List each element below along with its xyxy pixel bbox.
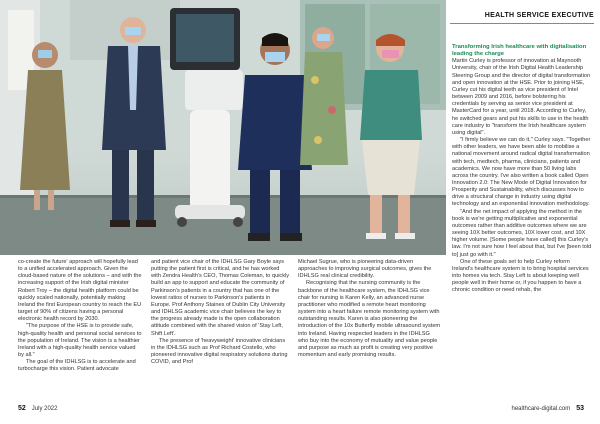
paragraph: co-create the future' approach will hopefully lead to a unified accelerated approach. Given the cloud-based nature of the solutions – and with the increasing support of the Irish digital minister Robert Troy – the digital health platform could be quickly scaled nationally, potentially making Ireland the first European country to reach the EU target of 90% of citizens having a personal electronic health record by 2030. xyxy=(18,259,142,323)
paragraph: The presence of 'heavyweight' innovative clinicians in the IDHLSG such as Prof Richard Costello, who pioneered innovative digital respiratory solutions during COVID, and Prof xyxy=(151,337,288,366)
group-photo-illustration xyxy=(0,0,446,255)
paragraph: Recognising that the nursing community is the backbone of the healthcare system, the IDHLSG vice chair for nursing is Karen Kelly, an advanced nurse practitioner who modified a remote heart monitoring system into a heart failure remote monitoring system with outstanding results. Karen is also pioneering the introduction of the 10x Butterfly mobile ultrasound system into Ireland. Having respected leaders in the IDHLSG who buy into the economy of mutuality and value people and purpose as much as profit is creating very positive momentum and early promising results. xyxy=(298,280,441,359)
page-number: 52 xyxy=(18,405,26,412)
group-photo xyxy=(0,0,446,255)
paragraph: "I firmly believe we can do it," Curley says. "Together with other leaders, we have been able to mobilise a national movement around radical digital transformation with tech, medtech, pharma, clinicians, patients and academics. We now have more than 50 living labs across the country. I've also written a book called Open Innovation 2.0: The New Mode of Digital Innovation for Prosperity and Sustainability, which discusses how to drive a structural change in industry using digital technology and an exponential innovation methodology. xyxy=(452,137,591,208)
article-column-3 xyxy=(298,259,441,359)
paragraph: Michael Sugrue, who is pioneering data-driven approaches to improving surgical outcomes, gives the IDHLSG real clinical credibility. xyxy=(298,259,432,280)
paragraph: Martin Curley is professor of innovation at Maynooth University, chair of the Irish Digital Health Leadership Steering Group and the director of digital transformation and open innovation at the HSE. Prior to joining HSE, Curley cut his digital teeth as vice president of Intel between 2009 and 2016, before bolstering his credentials by serving as senior vice president at MasterCard for a year, until 2018. According to Curley, he switched gears and put his skills to use in the health care industry to "transform the Irish healthcare system using digital". xyxy=(452,58,591,136)
section-title: HEALTH SERVICE EXECUTIVE xyxy=(484,12,594,19)
footer-right xyxy=(512,405,585,412)
issue-date: July 2022 xyxy=(31,406,58,412)
paragraph: "The purpose of the HSE is to provide safe, high-quality health and personal social services to the population of Ireland. The vision is a healthier Ireland with a high-quality health service valued by all." xyxy=(18,323,142,359)
site-url: healthcare-digital.com xyxy=(511,406,571,412)
header-divider xyxy=(450,23,594,24)
footer-left xyxy=(18,405,57,412)
paragraph: and patient vice chair of the IDHLSG Gary Boyle says putting the patient first is critical, and he has worked with Zendra Health's CEO, Thomas Coleman, to quickly build an app to support and educate the community of Parkinson's patients in a country that has one of the lowest ratios of nurses to Parkinson's patients in Europe. Prof Anthony Staines of Dublin City University and IDHLSG academic vice chair believes the key to the progress already made is the open collaboration attitude combined with the shared vision of 'Stay Left, Shift Left'. xyxy=(151,259,290,337)
article-column-1 xyxy=(18,259,142,374)
article-column-4 xyxy=(452,44,592,294)
subheading: Transforming Irish healthcare with digitalisation leading the charge xyxy=(452,44,587,58)
paragraph: The goal of the IDHLSG is to accelerate and turbocharge this vision. Patient advocate xyxy=(18,359,136,373)
paragraph: "And the net impact of applying the method in the book is we're getting multiplicative and exponential outcomes rather than additive outcomes where we are seeing 10X better outcomes, 10X lower cost, and 10X higher volume. [Some people have called] this Curley's law. I'm not sure how I feel about that, but I've [been told to] just go with it." xyxy=(452,208,592,258)
paragraph: One of these goals set to help Curley reform Ireland's healthcare system is to bring hospital services into homes via tech. Stay Left is about keeping well people well in their home or, if you happen to have a chronic condition or need rehab, the xyxy=(452,258,589,294)
page-number: 53 xyxy=(576,405,584,412)
article-column-2 xyxy=(151,259,290,366)
